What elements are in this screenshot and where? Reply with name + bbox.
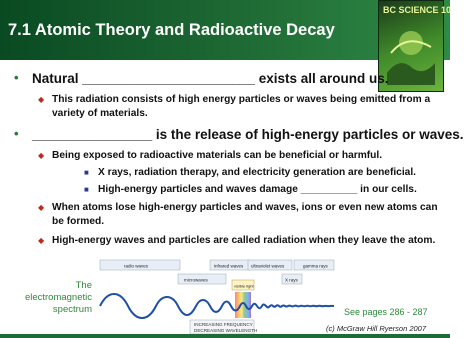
gamma-rays-label: gamma rays xyxy=(303,263,328,269)
diamond-bullet-icon: ◆ xyxy=(38,151,45,160)
bullet-line: X rays, radiation therapy, and electricity generation are beneficial. xyxy=(98,167,417,178)
infrared-label: infrared waves xyxy=(214,263,244,269)
square-bullet-icon: ■ xyxy=(84,185,89,194)
bullet-line: High-energy particles and waves damage __________ in our cells. xyxy=(98,184,417,195)
radio-waves-label: radio waves xyxy=(124,263,149,269)
visible-light-label: visible light xyxy=(234,283,254,289)
bullet-line: variety of materials. xyxy=(52,108,148,119)
copyright-notice: (c) McGraw Hill Ryerson 2007 xyxy=(326,324,427,333)
diamond-bullet-icon: ◆ xyxy=(38,95,45,104)
decreasing-wavelength-label: DECREASING WAVELENGTH xyxy=(194,328,258,333)
visible-spectrum-strip xyxy=(235,292,251,318)
bullet-line: This radiation consists of high energy particles or waves being emitted from a xyxy=(52,94,431,105)
ultraviolet-label: ultraviolet waves xyxy=(251,263,285,269)
caption-line: The xyxy=(75,280,92,291)
electromagnetic-spectrum-figure xyxy=(98,252,338,334)
square-bullet-icon: ■ xyxy=(84,168,89,177)
bullet-line: Natural _______________________ exists all around us. xyxy=(32,71,389,86)
figure-caption xyxy=(6,280,92,316)
bullet-line: High-energy waves and particles are called radiation when they leave the atom. xyxy=(52,235,436,246)
bullet-line: Being exposed to radioactive materials can be beneficial or harmful. xyxy=(52,150,383,161)
caption-line: spectrum xyxy=(52,304,92,315)
bullet-dot: • xyxy=(14,126,19,141)
bullet-line: be formed. xyxy=(52,216,105,227)
bullet-line: ________________ is the release of high-energy particles or waves. xyxy=(32,127,464,142)
diamond-bullet-icon: ◆ xyxy=(38,236,45,245)
see-pages-reference: See pages 286 - 287 xyxy=(344,307,428,317)
diamond-bullet-icon: ◆ xyxy=(38,203,45,212)
slide-title: 7.1 Atomic Theory and Radioactive Decay xyxy=(8,21,335,39)
increasing-frequency-label: INCREASING FREQUENCY xyxy=(194,322,253,327)
bottom-accent-bar xyxy=(0,334,450,338)
caption-line: electromagnetic xyxy=(24,292,92,303)
bullet-line: When atoms lose high-energy particles and waves, ions or even new atoms can xyxy=(52,202,438,213)
x-rays-label: X rays xyxy=(285,277,298,283)
cover-art xyxy=(387,23,435,85)
cover-title: BC SCIENCE 10 xyxy=(383,5,452,15)
bullet-dot: • xyxy=(14,70,19,85)
microwaves-label: microwaves xyxy=(184,277,208,283)
